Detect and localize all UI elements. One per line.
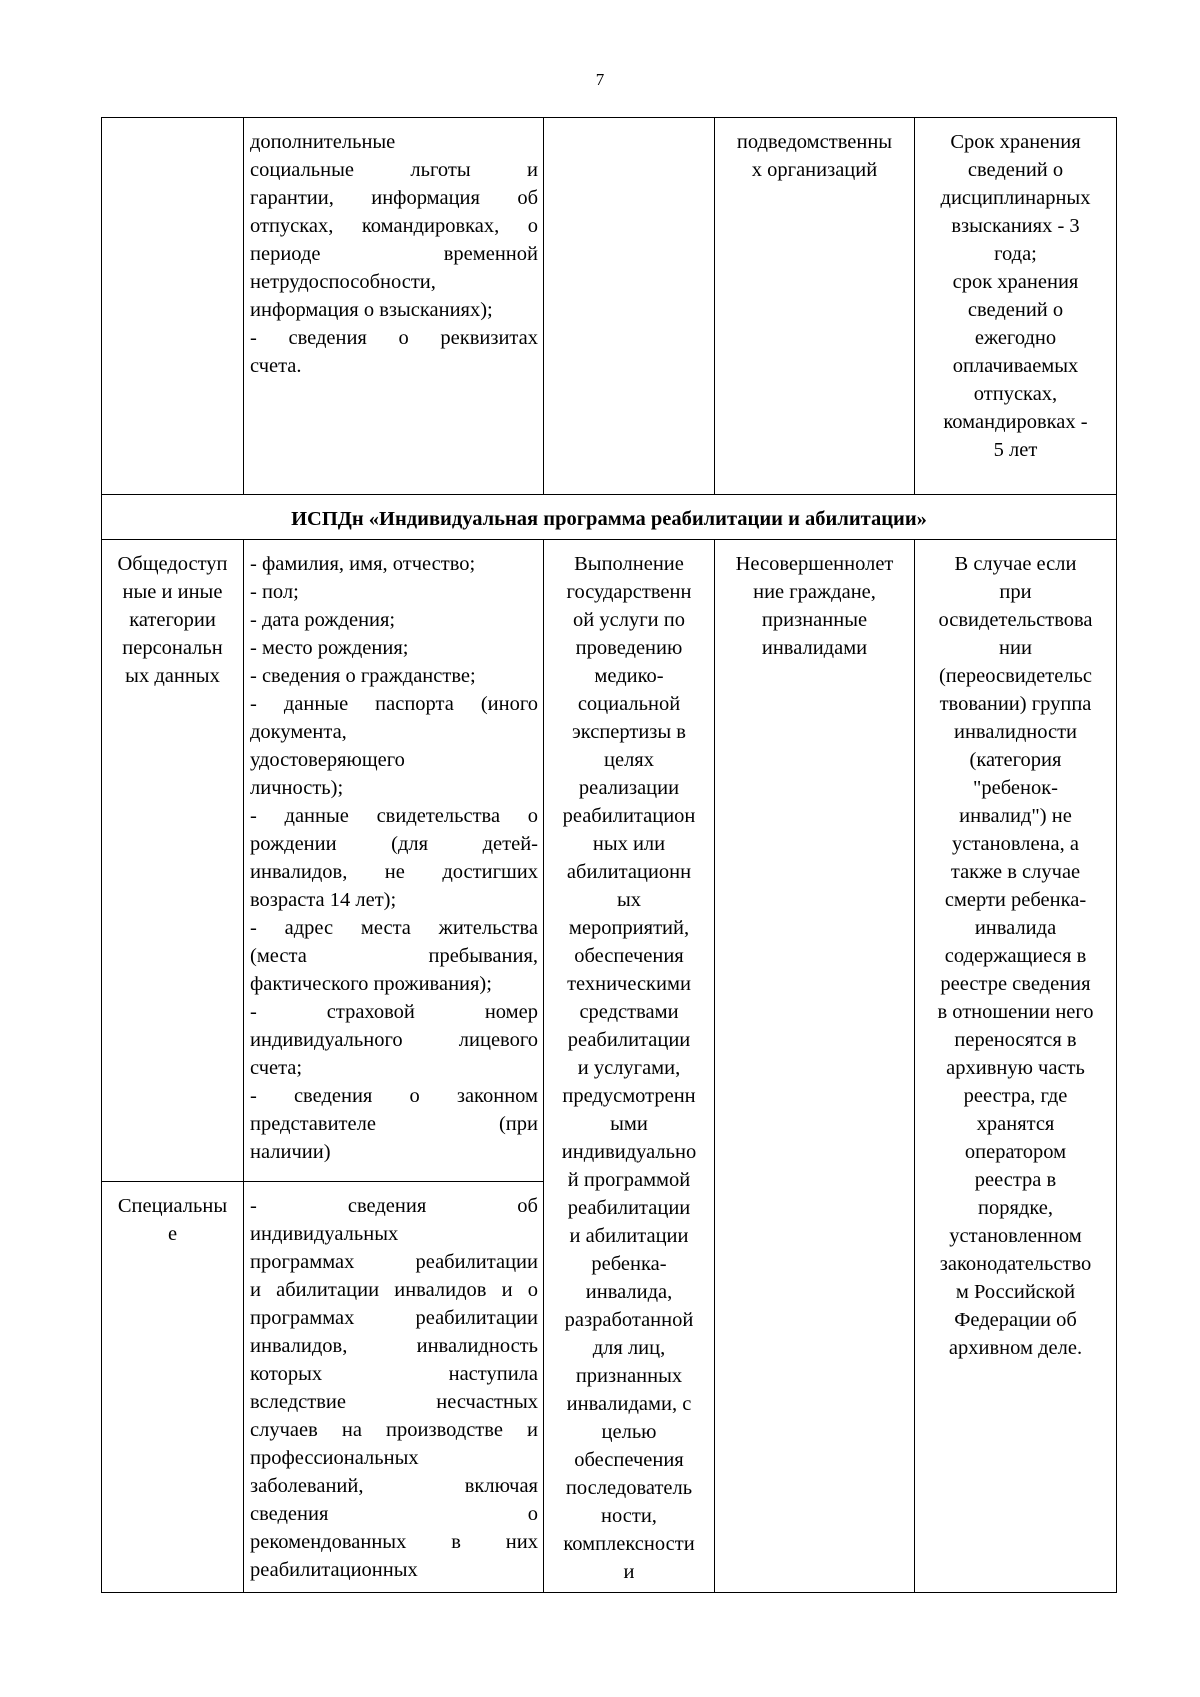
text-line: и абилитации	[569, 1225, 689, 1247]
text-line: реестра в	[974, 1169, 1057, 1191]
text-line: последователь	[565, 1477, 693, 1499]
text-line: техническими	[567, 973, 691, 995]
text-line: экспертизы в	[571, 721, 686, 743]
text-line: государственн	[566, 581, 692, 603]
text-line: счета.	[250, 355, 302, 377]
text-line: установлена, а	[951, 833, 1080, 855]
text-line: подведомственны	[736, 131, 893, 153]
text-line: которых наступила	[250, 1363, 538, 1385]
text-line: - пол;	[250, 581, 299, 603]
text-line: инвалидов, инвалидность	[250, 1335, 538, 1357]
text-line: категории	[129, 609, 216, 631]
text-line: - сведения о законном	[250, 1085, 538, 1107]
text-line: командировках -	[943, 411, 1088, 433]
text-line: периоде временной	[250, 243, 538, 265]
text-line: проведению	[575, 637, 683, 659]
text-line: целях	[604, 749, 654, 771]
text-line: удостоверяющего	[250, 749, 405, 771]
text-line: персональн	[122, 637, 223, 659]
text-line: обеспечения	[574, 1449, 684, 1471]
text-line: - страховой номер	[250, 1001, 538, 1023]
text-line: сведения о	[250, 1503, 538, 1525]
text-line: профессиональных	[250, 1447, 419, 1469]
text-line: ности,	[601, 1505, 657, 1527]
text-line: документа,	[250, 721, 347, 743]
text-line: е	[167, 1223, 178, 1245]
text-line: реестра, где	[963, 1085, 1068, 1107]
text-line: - данные свидетельства о	[250, 805, 538, 827]
text-line: информация о взысканиях);	[250, 299, 493, 321]
text-line: для лиц,	[592, 1337, 666, 1359]
text-line: взысканиях - 3	[951, 215, 1080, 237]
text-line: инвалидности	[953, 721, 1078, 743]
text-line: ребенка-	[591, 1253, 667, 1275]
text-line: гарантии, информация об	[250, 187, 538, 209]
text-line: абилитационн	[566, 861, 692, 883]
text-line: и	[623, 1561, 635, 1583]
text-line: и услугами,	[577, 1057, 681, 1079]
text-line: Федерации об	[954, 1309, 1077, 1331]
cell-data-list-general	[244, 540, 544, 1182]
section-header-row	[102, 495, 1117, 540]
table-row-continuation	[102, 118, 1117, 495]
text-line: м Российской	[955, 1281, 1076, 1303]
page-number: 7	[595, 70, 605, 89]
text-line: ыми	[610, 1113, 648, 1135]
text-line: реабилитацион	[562, 805, 696, 827]
text-line: твовании) группа	[939, 693, 1092, 715]
text-line: программах реабилитации	[250, 1307, 538, 1329]
table-row-general	[102, 540, 1117, 1182]
text-line: инвалидами, с	[566, 1393, 692, 1415]
text-line: индивидуального лицевого	[250, 1029, 538, 1051]
text-line: переносятся в	[954, 1029, 1077, 1051]
text-line: реабилитационных	[250, 1559, 418, 1581]
text-line: инвалидами	[761, 637, 868, 659]
text-line: (места пребывания,	[250, 945, 538, 967]
text-line: ных или	[592, 833, 666, 855]
text-line: возраста 14 лет);	[250, 889, 397, 911]
text-line: года;	[994, 243, 1037, 265]
text-line: порядке,	[977, 1197, 1053, 1219]
text-line: наличии)	[250, 1141, 331, 1163]
text-line: предусмотренн	[562, 1085, 696, 1107]
text-line: й программой	[567, 1169, 691, 1191]
text-line: оплачиваемых	[952, 355, 1079, 377]
text-line: при	[999, 581, 1032, 603]
text-line: медико-	[594, 665, 664, 687]
text-line: Выполнение	[574, 553, 684, 575]
cell-purpose-general	[544, 540, 715, 1593]
text-line: - сведения о реквизитах	[250, 327, 538, 349]
text-line: Общедоступ	[117, 553, 228, 575]
text-line: хранятся	[976, 1113, 1055, 1135]
text-line: рекомендованных в них	[250, 1531, 538, 1553]
text-line: Срок хранения	[950, 131, 1081, 153]
text-line: рождении (для детей-	[250, 833, 538, 855]
text-line: личность);	[250, 777, 344, 799]
text-line: сведений о	[967, 299, 1064, 321]
text-line: вследствие несчастных	[250, 1391, 538, 1413]
text-line: (переосвидетельс	[938, 665, 1093, 687]
text-line: реабилитации	[567, 1029, 691, 1051]
cell-purpose	[544, 118, 715, 495]
text-line: комплексности	[563, 1533, 695, 1555]
text-line: ние граждане,	[753, 581, 876, 603]
text-line: Специальны	[117, 1195, 228, 1217]
text-line: оператором	[964, 1141, 1067, 1163]
text-line: нии	[999, 637, 1032, 659]
text-line: заболеваний, включая	[250, 1475, 538, 1497]
text-line: инвалид") не	[959, 805, 1072, 827]
text-line: мероприятий,	[568, 917, 690, 939]
text-line: счета;	[250, 1057, 303, 1079]
text-line: (категория	[969, 749, 1062, 771]
text-line: инвалида,	[585, 1281, 673, 1303]
text-line: социальной	[577, 693, 681, 715]
data-table	[101, 117, 1117, 1593]
text-line: средствами	[579, 1001, 679, 1023]
text-line: дисциплинарных	[940, 187, 1091, 209]
text-line: - данные паспорта (иного	[250, 693, 538, 715]
text-line: и абилитации инвалидов и о	[250, 1279, 538, 1301]
text-line: отпусках, командировках, о	[250, 215, 538, 237]
text-line: смерти ребенка-	[944, 889, 1087, 911]
text-line: в отношении него	[937, 1001, 1094, 1023]
text-line: социальные льготы и	[250, 159, 538, 181]
section-title: ИСПДн «Индивидуальная программа реабилитации и абилитации»	[102, 495, 1117, 540]
text-line: - фамилия, имя, отчество;	[250, 553, 476, 575]
text-line: содержащиеся в	[944, 945, 1087, 967]
text-line: ых	[616, 889, 642, 911]
text-line: реабилитации	[567, 1197, 691, 1219]
cell-subjects-general	[715, 540, 915, 1593]
text-line: - сведения о гражданстве;	[250, 665, 476, 687]
text-line: целью	[601, 1421, 657, 1443]
text-line: ых данных	[125, 665, 220, 687]
text-line: программах реабилитации	[250, 1251, 538, 1273]
text-line: реестре сведения	[940, 973, 1091, 995]
cell-data-list-special	[244, 1182, 544, 1593]
text-line: ные и иные	[122, 581, 223, 603]
text-line: Несовершеннолет	[735, 553, 894, 575]
text-line: реализации	[578, 777, 680, 799]
text-line: случаев на производстве и	[250, 1419, 538, 1441]
text-line: нетрудоспособности,	[250, 271, 436, 293]
cell-category	[102, 118, 244, 495]
text-line: представителе (при	[250, 1113, 538, 1135]
text-line: "ребенок-	[973, 777, 1058, 799]
text-line: - место рождения;	[250, 637, 409, 659]
text-line: - сведения об	[250, 1195, 538, 1217]
text-line: 5 лет	[993, 439, 1038, 461]
text-line: - адрес места жительства	[250, 917, 538, 939]
text-line: фактического проживания);	[250, 973, 492, 995]
text-line: обеспечения	[574, 945, 684, 967]
text-line: х организаций	[751, 159, 878, 181]
text-line: признанных	[575, 1365, 683, 1387]
text-line: срок хранения	[952, 271, 1079, 293]
text-line: разработанной	[564, 1309, 694, 1331]
text-line: - дата рождения;	[250, 609, 396, 631]
text-line: также в случае	[950, 861, 1081, 883]
text-line: инвалида	[974, 917, 1057, 939]
text-line: В случае если	[954, 553, 1077, 575]
cell-category-general	[102, 540, 244, 1182]
text-line: законодательство	[939, 1253, 1092, 1275]
text-line: индивидуальных	[250, 1223, 399, 1245]
text-line: ой услуги по	[573, 609, 685, 631]
text-line: сведений о	[967, 159, 1064, 181]
cell-retention	[915, 118, 1117, 495]
text-line: ежегодно	[974, 327, 1057, 349]
cell-data-list	[244, 118, 544, 495]
text-line: архивную часть	[946, 1057, 1085, 1079]
text-line: дополнительные	[250, 131, 396, 153]
text-line: признанные	[761, 609, 868, 631]
text-line: инвалидов, не достигших	[250, 861, 538, 883]
text-line: отпусках,	[973, 383, 1058, 405]
cell-category-special	[102, 1182, 244, 1593]
text-line: освидетельствова	[938, 609, 1093, 631]
cell-subjects	[715, 118, 915, 495]
text-line: индивидуально	[561, 1141, 697, 1163]
text-line: архивном деле.	[948, 1337, 1083, 1359]
text-line: установленном	[949, 1225, 1082, 1247]
cell-retention-general	[915, 540, 1117, 1593]
